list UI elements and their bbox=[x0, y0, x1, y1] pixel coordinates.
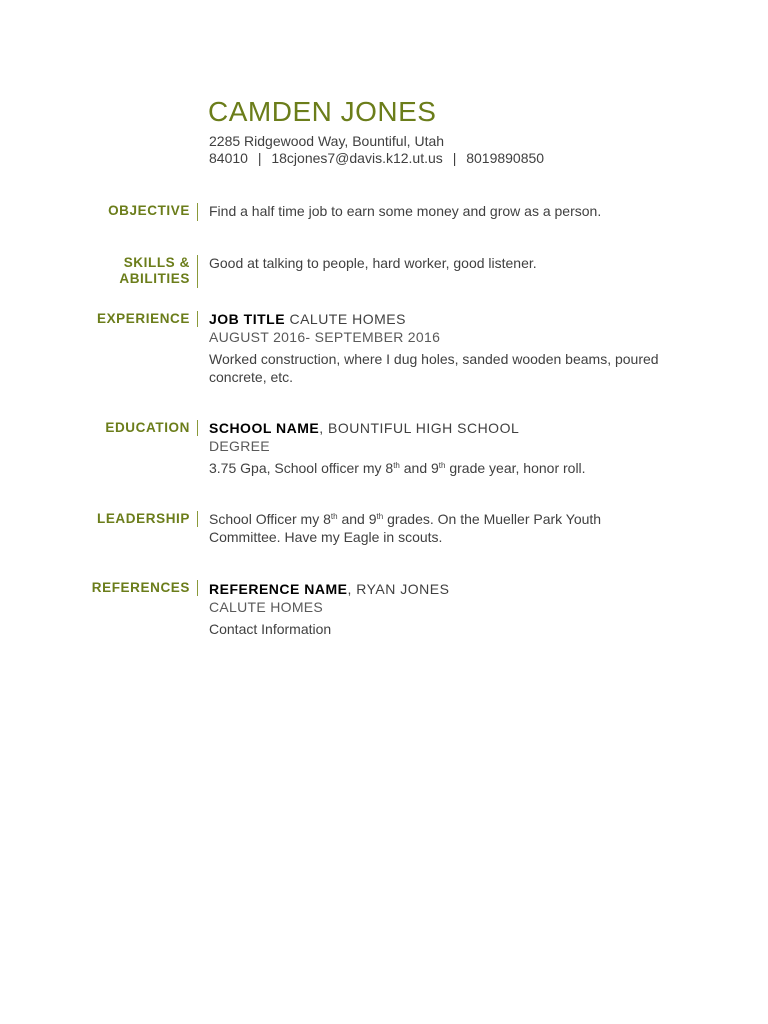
experience-label: EXPERIENCE bbox=[96, 311, 190, 326]
section-divider bbox=[197, 511, 198, 527]
reference-company: CALUTE HOMES bbox=[209, 599, 324, 615]
skills-text: Good at talking to people, hard worker, good listener. bbox=[209, 255, 537, 271]
job-company: CALUTE HOMES bbox=[289, 311, 406, 327]
education-description: 3.75 Gpa, School officer my 8th and 9th grade year, honor roll. bbox=[209, 460, 586, 476]
email: 18cjones7@davis.k12.ut.us bbox=[271, 150, 443, 166]
education-content bbox=[209, 419, 669, 477]
job-description: Worked construction, where I dug holes, sanded wooden beams, poured concrete, etc. bbox=[209, 351, 659, 385]
leadership-label: LEADERSHIP bbox=[96, 511, 190, 526]
job-title-label: JOB TITLE bbox=[209, 311, 286, 327]
reference-contact: Contact Information bbox=[209, 621, 332, 637]
school-name-label: SCHOOL NAME bbox=[209, 420, 320, 436]
phone: 8019890850 bbox=[466, 150, 545, 166]
skills-label-line2: ABILITIES bbox=[119, 271, 190, 286]
reference-name-label: REFERENCE NAME bbox=[209, 581, 348, 597]
section-divider bbox=[197, 203, 198, 221]
address-line: 2285 Ridgewood Way, Bountiful, Utah bbox=[209, 133, 445, 149]
school-name: , BOUNTIFUL HIGH SCHOOL bbox=[319, 420, 520, 436]
section-divider bbox=[197, 311, 198, 327]
separator: | bbox=[452, 150, 457, 166]
objective-label: OBJECTIVE bbox=[108, 203, 190, 218]
separator: | bbox=[257, 150, 262, 166]
skills-label bbox=[119, 255, 190, 287]
skills-label-line1: SKILLS & bbox=[123, 255, 190, 270]
section-divider bbox=[197, 255, 198, 288]
section-divider bbox=[197, 580, 198, 596]
education-label: EDUCATION bbox=[105, 420, 190, 435]
applicant-name: CAMDEN JONES bbox=[208, 96, 437, 127]
school-heading bbox=[209, 419, 669, 437]
objective-text: Find a half time job to earn some money and grow as a person. bbox=[209, 203, 602, 219]
experience-content bbox=[209, 310, 669, 386]
job-heading bbox=[209, 310, 669, 328]
reference-heading bbox=[209, 580, 669, 598]
job-dates: AUGUST 2016- SEPTEMBER 2016 bbox=[209, 329, 441, 345]
section-divider bbox=[197, 420, 198, 436]
references-content bbox=[209, 580, 669, 638]
contact-line bbox=[209, 150, 544, 167]
contact-info bbox=[209, 133, 544, 167]
reference-name: , RYAN JONES bbox=[347, 581, 450, 597]
leadership-text: School Officer my 8th and 9th grades. On the Mueller Park Youth Committee. Have my Eagle in scouts. bbox=[209, 511, 602, 545]
zip-code: 84010 bbox=[209, 150, 248, 166]
degree: DEGREE bbox=[209, 438, 270, 454]
references-label: REFERENCES bbox=[91, 580, 190, 595]
